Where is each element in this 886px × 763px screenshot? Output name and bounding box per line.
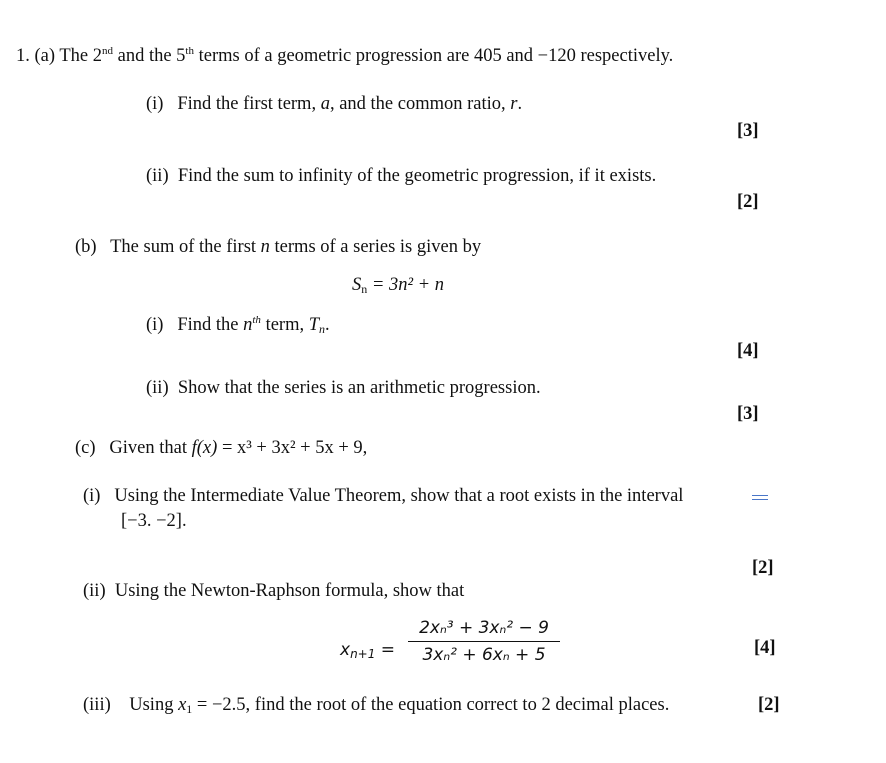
part-b-i-label: (i) — [146, 315, 164, 335]
question-line-1a — [16, 45, 673, 67]
part-b-intro: (b) The sum of the first n terms of a series is given by — [75, 237, 482, 257]
part-a-i-text: Find the first term, a, and the common ratio, r. — [177, 94, 523, 114]
part-a-i — [146, 93, 522, 115]
part-a-i-label: (i) — [146, 94, 164, 114]
part-c-i-text: Using the Intermediate Value Theorem, show that a root exists in the interval — [114, 486, 684, 506]
edit-marker — [752, 495, 768, 503]
part-c-ii-label: (ii) — [83, 581, 106, 601]
part-a-ii-label: (ii) — [146, 166, 169, 186]
marks-b-ii: [3] — [737, 404, 759, 424]
marks-c-iii: [2] — [758, 695, 780, 715]
part-b-ii-text: Show that the series is an arithmetic progression. — [177, 378, 541, 398]
part-b-i: (i) Find the $n^{th}$ term, $T_n$. — [146, 314, 330, 336]
part-b-ii-label: (ii) — [146, 378, 169, 398]
part-c-iii-label: (iii) — [83, 695, 111, 715]
part-a-intro: The 2nd and the 5th terms of a geometric progression are 405 and −120 respectively. — [59, 45, 674, 66]
newton-lhs: $x_{n+1}$ = — [340, 640, 396, 661]
marks-a-ii: [2] — [737, 192, 759, 212]
question-number: 1. — [16, 46, 30, 66]
sum-formula: $S_n = 3n^2 + n$ — [352, 275, 445, 296]
part-a-ii — [146, 165, 656, 187]
newton-fraction — [408, 618, 560, 665]
newton-denominator: 3xₙ² + 6xₙ + 5 — [422, 645, 546, 665]
part-c-label: (c) — [75, 438, 96, 458]
part-c-intro: (c) Given that f(x) = x³ + 3x² + 5x + 9, — [75, 438, 368, 458]
marks-c-ii: [4] — [754, 638, 776, 658]
marks-a-i: [3] — [737, 121, 759, 141]
part-b-ii — [146, 377, 541, 399]
part-a-ii-text: Find the sum to infinity of the geometric progression, if it exists. — [177, 166, 657, 186]
part-c-i — [83, 485, 683, 507]
part-c-i-label: (i) — [83, 486, 101, 506]
part-b-label: (b) — [75, 237, 97, 257]
newton-numerator: 2xₙ³ + 3xₙ² − 9 — [419, 618, 549, 638]
part-c-ii-text: Using the Newton-Raphson formula, show that — [114, 581, 465, 601]
part-c-i-interval: [−3. −2]. — [121, 511, 187, 531]
part-a-label: (a) — [34, 46, 56, 66]
part-c-ii — [83, 580, 464, 602]
marks-b-i: [4] — [737, 341, 759, 361]
part-c-iii: (iii) Using $x_1 = -2.5$, find the root of the equation correct to 2 decimal places. — [83, 695, 670, 716]
marks-c-i: [2] — [752, 558, 774, 578]
